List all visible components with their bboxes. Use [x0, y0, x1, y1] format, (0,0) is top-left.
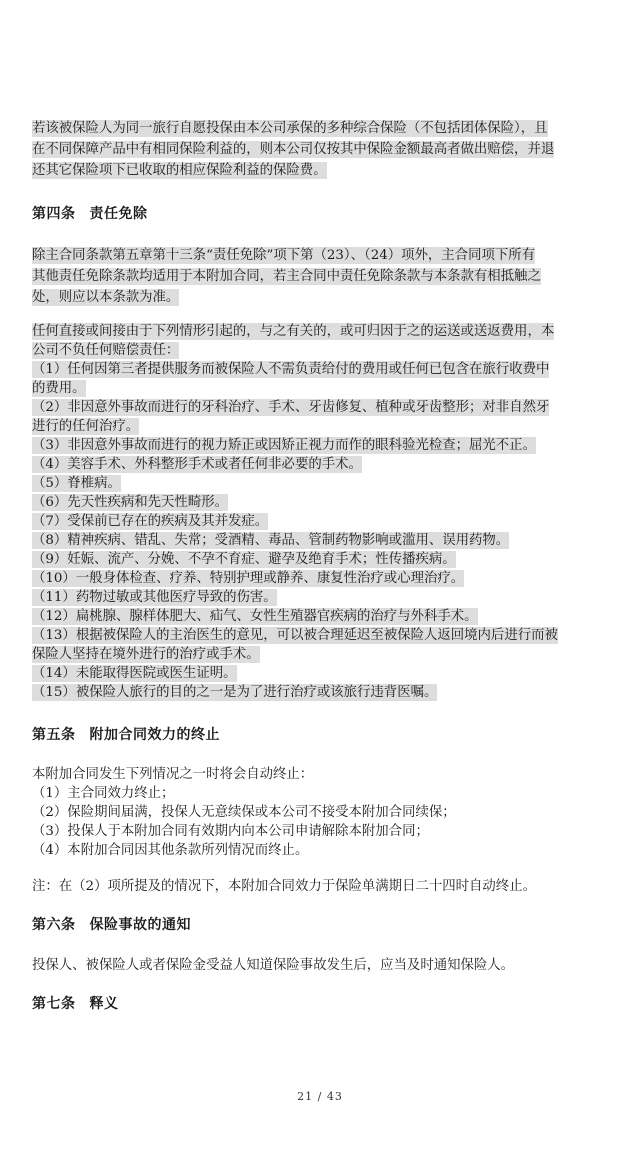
text-line: 投保人、被保险人或者保险金受益人知道保险事故发生后，应当及时通知保险人。: [32, 958, 515, 973]
text-line: 本附加合同发生下列情况之一时将会自动终止：: [32, 767, 314, 782]
termination-item: （1）主合同效力终止；: [32, 786, 175, 801]
exclusion-item: （14）未能取得医院或医生证明。: [32, 666, 237, 681]
article-number: 第七条: [32, 996, 76, 1012]
article-4-heading: [32, 204, 148, 224]
exclusion-item: （6）先天性疾病和先天性畸形。: [32, 495, 228, 510]
exclusion-item: （2）非因意外事故而进行的牙科治疗、手术、牙齿修复、植种或牙齿整形；对非自然牙: [32, 400, 550, 415]
paragraph-exclusion-intro: [32, 245, 612, 308]
exclusion-item: （1）任何因第三者提供服务而被保险人不需负责给付的费用或任何已包含在旅行收费中: [32, 362, 550, 377]
article-7-heading: [32, 994, 119, 1014]
exclusion-item: （5）脊椎病。: [32, 476, 121, 491]
exclusion-item: （8）精神疾病、错乱、失常；受酒精、毒品、管制药物影响或滥用、误用药物。: [32, 533, 510, 548]
paragraph-multi-insurance: [32, 118, 612, 181]
article-title: 释义: [89, 996, 119, 1012]
article-number: 第六条: [32, 917, 76, 933]
text-line: 在不同保障产品中有相同保险利益的，则本公司仅按其中保险金额最高者做出赔偿，并退: [32, 142, 555, 157]
text-line: 若该被保险人为同一旅行自愿投保由本公司承保的多种综合保险（不包括团体保险），且: [32, 121, 548, 136]
text-line: 还其它保险项下已收取的相应保险利益的保险费。: [32, 163, 327, 178]
exclusion-item: （11）药物过敏或其他医疗导致的伤害。: [32, 590, 277, 605]
exclusion-item: （10）一般身体检查、疗养、特别护理或静养、康复性治疗或心理治疗。: [32, 571, 465, 586]
exclusion-item: 进行的任何治疗。: [32, 419, 140, 434]
article-title: 责任免除: [89, 206, 148, 222]
text-line: 公司不负任何赔偿责任：: [32, 343, 180, 358]
text-line: 除主合同条款第五章第十三条“责任免除”项下第（23）、（24）项外，主合同项下所有: [32, 248, 536, 263]
exclusion-item: （3）非因意外事故而进行的视力矫正或因矫正视力而作的眼科验光检查；屈光不正。: [32, 438, 536, 453]
paragraph-termination: [32, 765, 612, 860]
article-number: 第四条: [32, 206, 76, 222]
page-number: 21 / 43: [297, 1090, 343, 1103]
article-title: 保险事故的通知: [89, 917, 191, 933]
exclusion-item: 保险人坚持在境外进行的治疗或手术。: [32, 647, 260, 662]
exclusion-item: （9）妊娠、流产、分娩、不孕不育症、避孕及绝育手术；性传播疾病。: [32, 552, 456, 567]
article-title: 附加合同效力的终止: [89, 727, 220, 743]
termination-item: （3）投保人于本附加合同有效期内向本公司申请解除本附加合同；: [32, 824, 429, 839]
exclusion-item: （4）美容手术、外科整形手术或者任何非必要的手术。: [32, 457, 362, 472]
termination-item: （2）保险期间届满，投保人无意续保或本公司不接受本附加合同续保；: [32, 805, 456, 820]
exclusion-item: （7）受保前已存在的疾病及其并发症。: [32, 514, 269, 529]
exclusion-item: 的费用。: [32, 381, 86, 396]
text-line: 其他责任免除条款均适用于本附加合同，若主合同中责任免除条款与本条款有相抵触之: [32, 269, 541, 284]
exclusion-item: （12）扁桃腺、腺样体肥大、疝气、女性生殖器官疾病的治疗与外科手术。: [32, 609, 478, 624]
article-number: 第五条: [32, 727, 76, 743]
text-line: 处，则应以本条款为准。: [32, 290, 180, 305]
article-5-heading: [32, 725, 220, 745]
exclusion-item: （13）根据被保险人的主治医生的意见，可以被合理延迟至被保险人返回境内后进行而被: [32, 628, 558, 643]
paragraph-notice: [32, 955, 612, 976]
termination-item: （4）本附加合同因其他条款所列情况而终止。: [32, 843, 309, 858]
text-line: 注：在（2）项所提及的情况下，本附加合同效力于保险单满期日二十四时自动终止。: [32, 879, 536, 894]
text-line: 任何直接或间接由于下列情形引起的，与之有关的，或可归因于之的运送或送返费用，本: [32, 324, 555, 339]
exclusion-item: （15）被保险人旅行的目的之一是为了进行治疗或该旅行违背医嘱。: [32, 685, 438, 700]
paragraph-note: [32, 876, 612, 897]
paragraph-exclusion-list: [32, 322, 612, 702]
article-6-heading: [32, 915, 191, 935]
